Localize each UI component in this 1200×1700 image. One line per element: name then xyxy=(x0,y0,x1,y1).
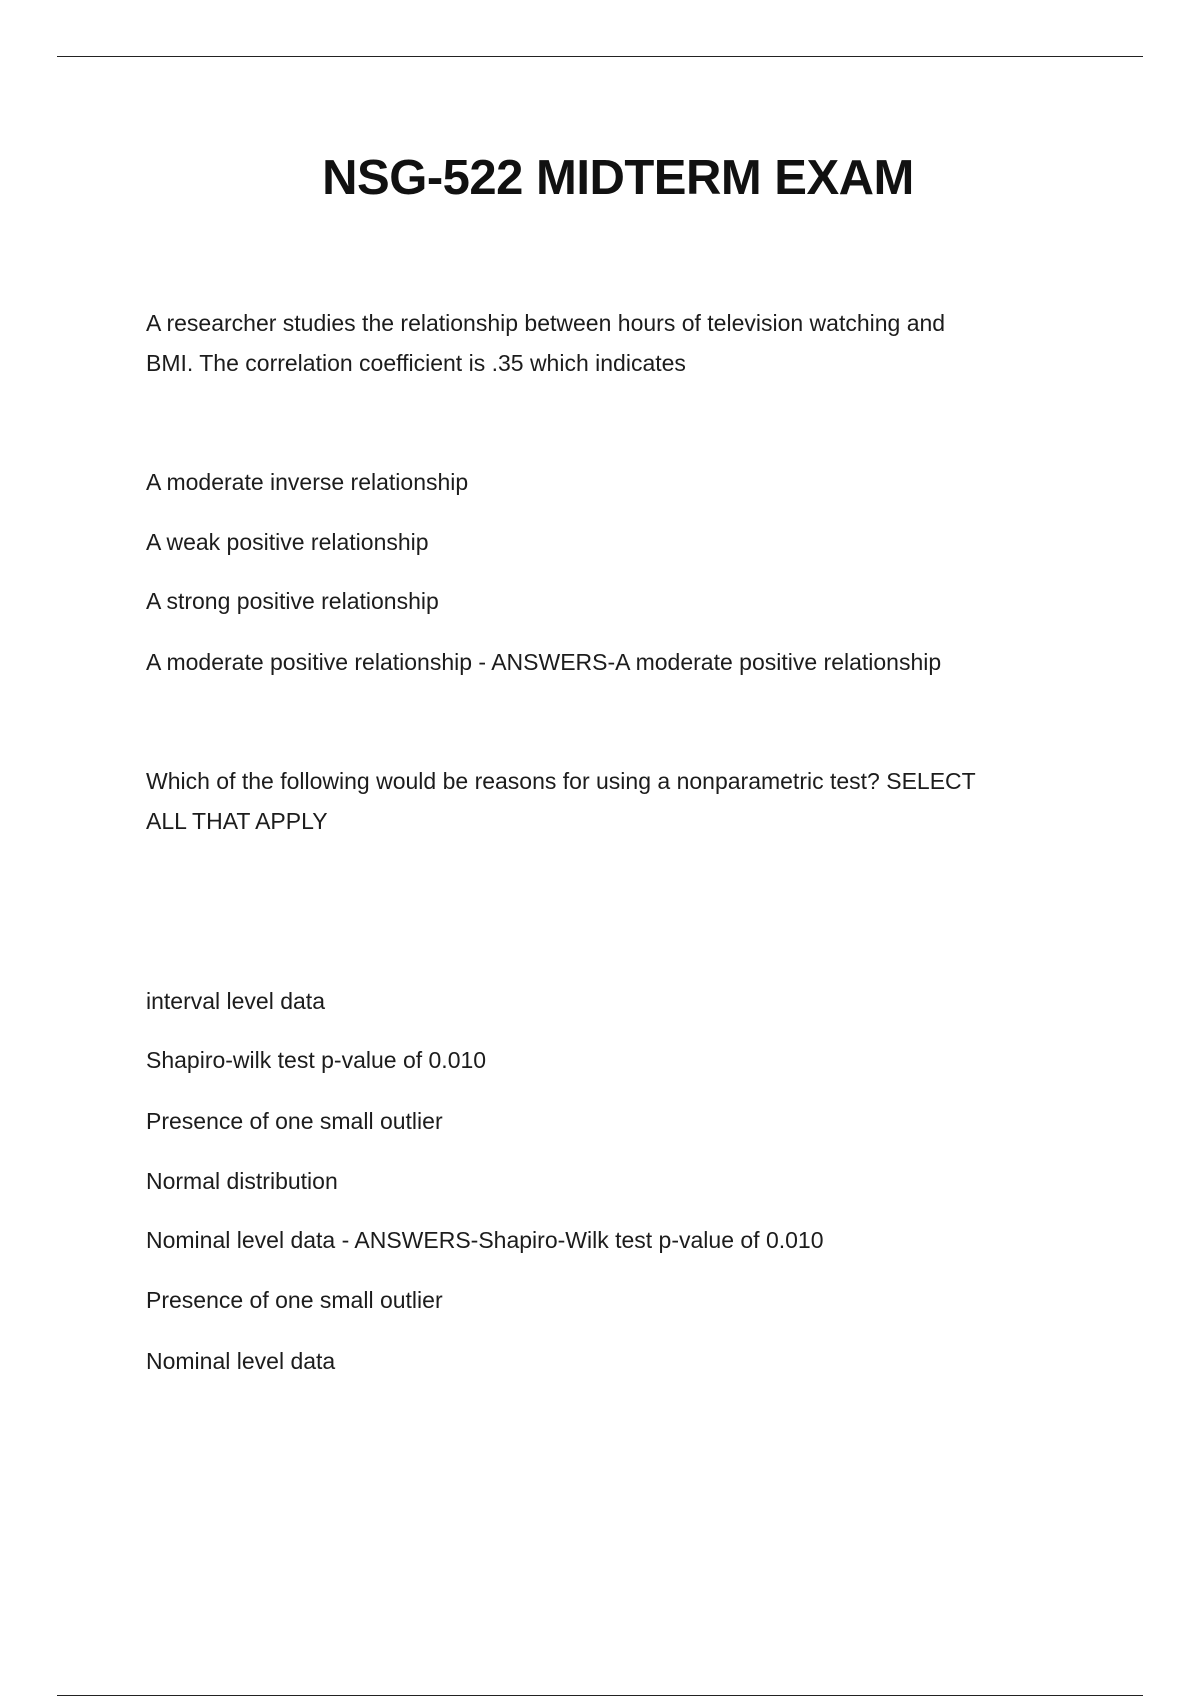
question-2-prompt-line-2: ALL THAT APPLY xyxy=(146,808,328,834)
question-2-option: Normal distribution xyxy=(146,1168,338,1194)
question-2-option: Presence of one small outlier xyxy=(146,1108,443,1134)
question-1-option: A strong positive relationship xyxy=(146,588,439,614)
question-1-prompt-line-1: A researcher studies the relationship between hours of television watching and xyxy=(146,310,946,336)
question-1-option: A moderate inverse relationship xyxy=(146,469,469,495)
question-2-answer-continued: Nominal level data xyxy=(146,1348,336,1374)
question-2-option-with-answer: Nominal level data - ANSWERS-Shapiro-Wilk test p-value of 0.010 xyxy=(146,1227,824,1253)
footer-rule xyxy=(57,1695,1143,1696)
question-2-option: Shapiro-wilk test p-value of 0.010 xyxy=(146,1047,487,1073)
header-rule xyxy=(57,56,1143,57)
page-title: NSG-522 MIDTERM EXAM xyxy=(322,151,914,205)
question-2-answer-continued: Presence of one small outlier xyxy=(146,1287,443,1313)
question-1-option: A weak positive relationship xyxy=(146,529,429,555)
question-1-prompt-line-2: BMI. The correlation coefficient is .35 which indicates xyxy=(146,350,686,376)
question-1-option-with-answer: A moderate positive relationship - ANSWERS-A moderate positive relationship xyxy=(146,649,942,675)
question-2-prompt-line-1: Which of the following would be reasons for using a nonparametric test? SELECT xyxy=(146,768,976,794)
question-2-option: interval level data xyxy=(146,988,325,1014)
